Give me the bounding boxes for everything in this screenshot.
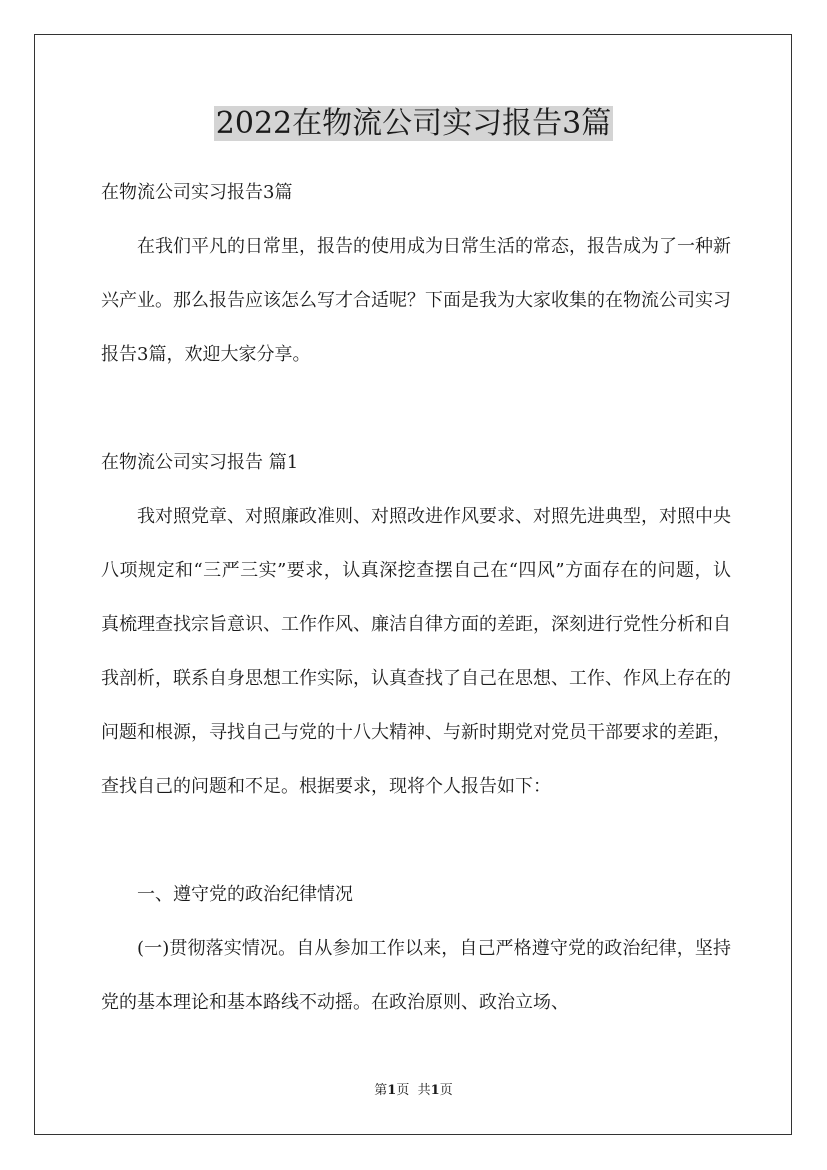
footer-total-suffix: 页 bbox=[439, 1083, 453, 1098]
footer-page-prefix: 第 bbox=[374, 1083, 388, 1098]
footer-page-number: 1 bbox=[387, 1083, 397, 1098]
item-heading: 一、遵守党的政治纪律情况 bbox=[137, 884, 353, 905]
intro-paragraph: 在我们平凡的日常里，报告的使用成为日常生活的常态，报告成为了一种新兴产业。那么报告应该怎么写才合适呢？下面是我为大家收集的在物流公司实习报告3篇，欢迎大家分享。 bbox=[101, 236, 731, 365]
footer-page-suffix: 页 bbox=[396, 1083, 410, 1098]
page-footer bbox=[0, 1082, 827, 1100]
document-title-text: 2022在物流公司实习报告3篇 bbox=[215, 106, 612, 141]
section-body-paragraph: 我对照党章、对照廉政准则、对照改进作风要求、对照先进典型，对照中央八项规定和“三严三实”要求，认真深挖查摆自己在“四风”方面存在的问题，认真梳理查找宗旨意识、工作作风、廉洁自律方面的差距，深刻进行党性分析和自我剖析，联系自身思想工作实际，认真查找了自己在思想、工作、作风上存在的问题和根源，寻找自己与党的十八大精神、与新时期党对党员干部要求的差距，查找自己的问题和不足。根据要求，现将个人报告如下： bbox=[101, 506, 731, 797]
document-subtitle: 在物流公司实习报告3篇 bbox=[101, 182, 293, 203]
item-body-paragraph: (一)贯彻落实情况。自从参加工作以来，自己严格遵守党的政治纪律，坚持党的基本理论和基本路线不动摇。在政治原则、政治立场、 bbox=[101, 938, 731, 1013]
footer-total-prefix: 共 bbox=[417, 1083, 431, 1098]
section-heading: 在物流公司实习报告 篇1 bbox=[101, 452, 299, 473]
footer-total-pages: 1 bbox=[430, 1083, 440, 1098]
document-title bbox=[0, 104, 827, 144]
